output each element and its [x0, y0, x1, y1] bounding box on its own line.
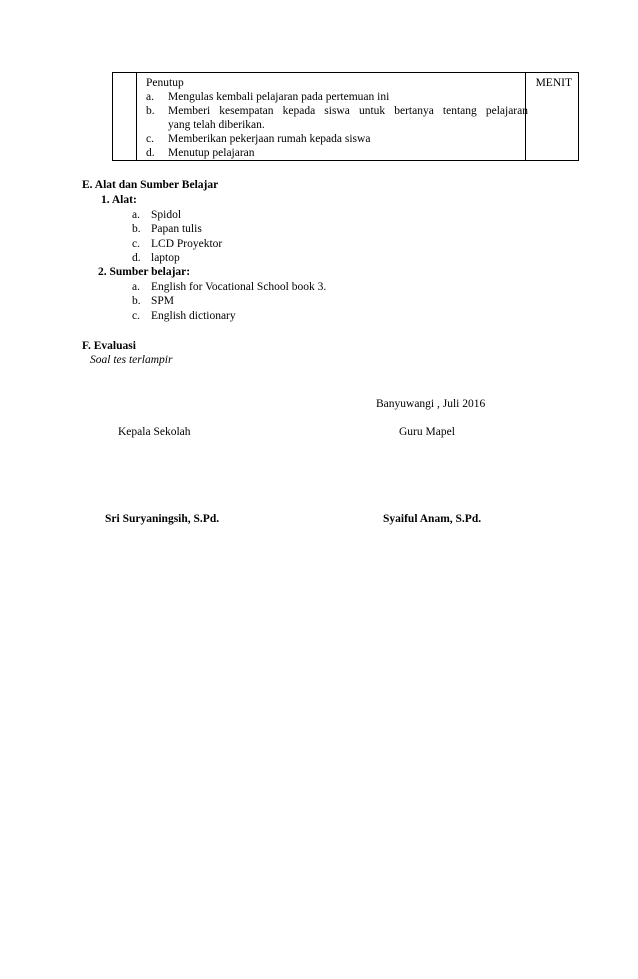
- list-marker: d.: [132, 252, 141, 264]
- section-f-title: F. Evaluasi: [82, 340, 136, 352]
- sub-1-title: 1. Alat:: [101, 194, 137, 206]
- list-marker: b.: [146, 105, 155, 117]
- list-item: [132, 280, 327, 294]
- list-marker: a.: [146, 91, 154, 103]
- table-number-column: [113, 73, 137, 160]
- sub-2-title: 2. Sumber belajar:: [98, 266, 191, 278]
- list-text: Papan tulis: [151, 223, 202, 235]
- table-heading: Penutup: [146, 77, 184, 89]
- evaluation-note: Soal tes terlampir: [90, 354, 173, 366]
- list-marker: b.: [132, 223, 141, 235]
- list-text: English dictionary: [151, 310, 236, 322]
- list-text: LCD Proyektor: [151, 238, 223, 250]
- list-text: Spidol: [151, 209, 182, 221]
- list-item: [132, 251, 180, 265]
- list-marker: c.: [132, 238, 140, 250]
- list-marker: b.: [132, 295, 141, 307]
- table-time-column: [525, 73, 578, 160]
- list-marker: d.: [146, 147, 155, 159]
- list-text: yang telah diberikan.: [168, 119, 265, 131]
- list-marker: a.: [132, 281, 140, 293]
- list-item: [132, 237, 223, 251]
- list-item: [132, 208, 182, 222]
- list-item: [132, 309, 236, 323]
- list-item: [132, 294, 175, 308]
- list-text: Mengulas kembali pelajaran pada pertemuan ini: [168, 91, 390, 103]
- right-signer-role: Guru Mapel: [399, 426, 455, 438]
- left-signer-name: Sri Suryaningsih, S.Pd.: [105, 513, 220, 525]
- closing-activity-table: [112, 72, 579, 161]
- list-text: English for Vocational School book 3.: [151, 281, 327, 293]
- list-marker: c.: [146, 133, 154, 145]
- list-text: SPM: [151, 295, 175, 307]
- section-e-title: E. Alat dan Sumber Belajar: [82, 179, 219, 191]
- list-text: Memberi kesempatan kepada siswa untuk bertanya tentang pelajaran: [168, 105, 528, 117]
- list-text: Menutup pelajaran: [168, 147, 255, 159]
- list-item: [132, 222, 202, 236]
- left-signer-role: Kepala Sekolah: [118, 426, 191, 438]
- place-date: Banyuwangi , Juli 2016: [376, 398, 486, 410]
- list-marker: a.: [132, 209, 140, 221]
- list-text: laptop: [151, 252, 180, 264]
- right-signer-name: Syaiful Anam, S.Pd.: [383, 513, 482, 525]
- list-text: Memberikan pekerjaan rumah kepada siswa: [168, 133, 371, 145]
- time-label: MENIT: [535, 77, 572, 89]
- list-marker: c.: [132, 310, 140, 322]
